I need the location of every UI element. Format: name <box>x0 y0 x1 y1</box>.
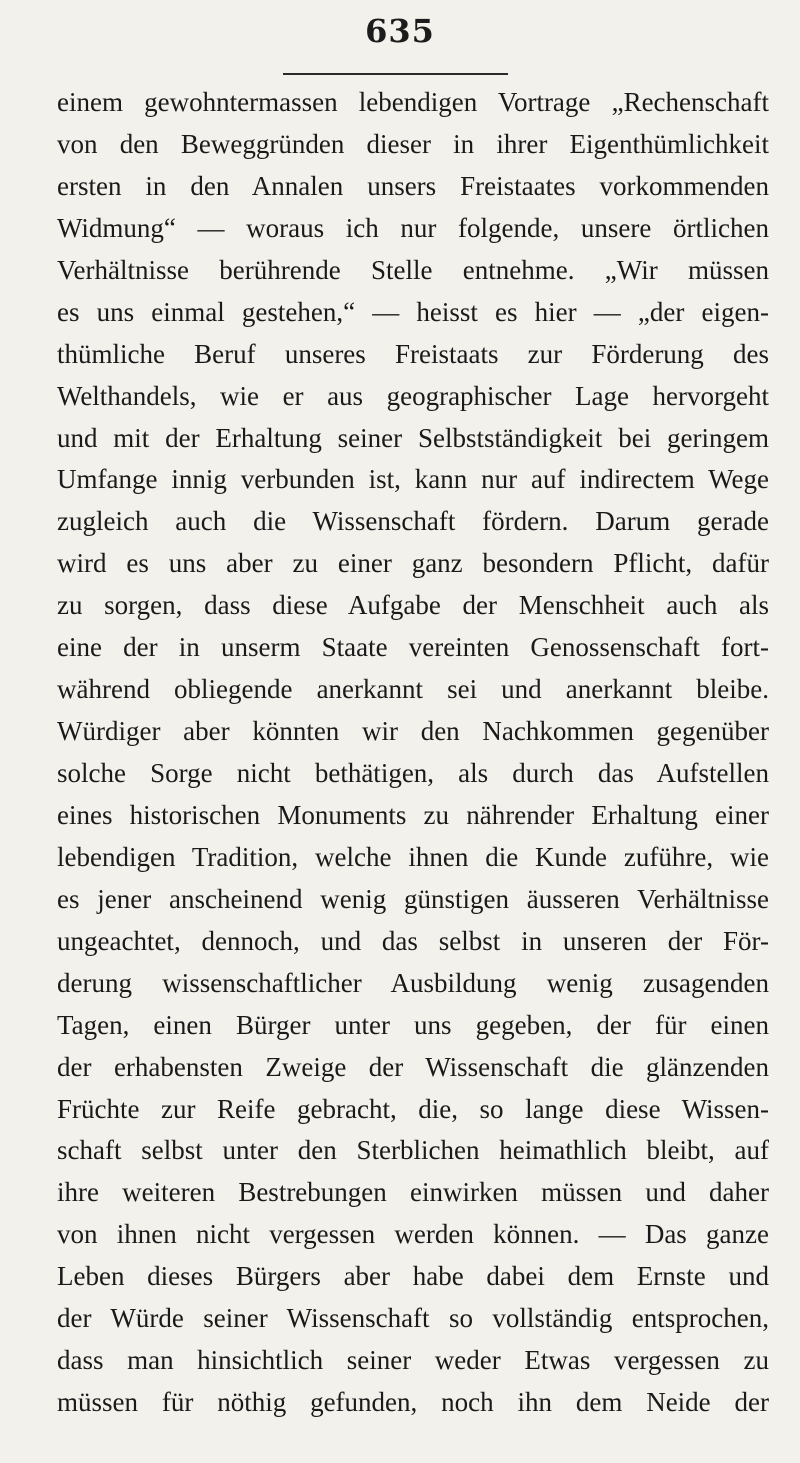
text-line: Welthandels, wie er aus geographischer Lage hervorgeht <box>57 380 769 411</box>
text-line: Tagen, einen Bürger unter uns gegeben, der für einen <box>57 1009 769 1040</box>
text-line: Widmung“ — woraus ich nur folgende, unsere örtlichen <box>57 212 769 243</box>
text-line: es jener anscheinend wenig günstigen äusseren Verhältnisse <box>57 883 769 914</box>
text-line: der erhabensten Zweige der Wissenschaft die glänzenden <box>57 1051 769 1082</box>
text-line: ihre weiteren Bestrebungen einwirken müssen und daher <box>57 1177 769 1208</box>
header-rule <box>283 73 508 75</box>
text-line: eines historischen Monuments zu nährender Erhaltung einer <box>57 799 769 830</box>
text-line: und mit der Erhaltung seiner Selbstständigkeit bei geringem <box>57 422 769 453</box>
text-line: zu sorgen, dass diese Aufgabe der Menschheit auch als <box>57 590 769 621</box>
text-line: Früchte zur Reife gebracht, die, so lange diese Wissen- <box>57 1093 769 1124</box>
text-line: dass man hinsichtlich seiner weder Etwas vergessen zu <box>57 1345 769 1376</box>
text-line: thümliche Beruf unseres Freistaats zur Förderung des <box>57 338 769 369</box>
text-line: Verhältnisse berührende Stelle entnehme. „Wir müssen <box>57 254 769 285</box>
text-line: ersten in den Annalen unsers Freistaates vorkommenden <box>57 170 769 201</box>
text-line: schaft selbst unter den Sterblichen heimathlich bleibt, auf <box>57 1135 769 1166</box>
text-line: eine der in unserm Staate vereinten Genossenschaft fort- <box>57 632 769 663</box>
text-line: zugleich auch die Wissenschaft fördern. Darum gerade <box>57 506 769 537</box>
text-line: müssen für nöthig gefunden, noch ihn dem Neide der <box>57 1387 769 1418</box>
text-line: ungeachtet, dennoch, und das selbst in unseren der För- <box>57 925 769 956</box>
text-line: Leben dieses Bürgers aber habe dabei dem Ernste und <box>57 1261 769 1292</box>
text-line: von ihnen nicht vergessen werden können. — Das ganze <box>57 1219 769 1250</box>
text-line: derung wissenschaftlicher Ausbildung wenig zusagenden <box>57 967 769 998</box>
page-number: 635 <box>365 12 435 50</box>
text-line: während obliegende anerkannt sei und anerkannt bleibe. <box>57 674 769 705</box>
text-line: Würdiger aber könnten wir den Nachkommen gegenüber <box>57 716 769 747</box>
text-line: wird es uns aber zu einer ganz besondern Pflicht, dafür <box>57 548 769 579</box>
text-line: von den Beweggründen dieser in ihrer Eigenthümlichkeit <box>57 128 769 159</box>
text-line: Umfange innig verbunden ist, kann nur auf indirectem Wege <box>57 464 769 495</box>
text-line: lebendigen Tradition, welche ihnen die Kunde zuführe, wie <box>57 841 769 872</box>
body-text <box>57 82 769 1424</box>
text-line: es uns einmal gestehen,“ — heisst es hier — „der eigen- <box>57 296 769 327</box>
text-line: einem gewohntermassen lebendigen Vortrage „Rechenschaft <box>57 87 769 117</box>
text-line: solche Sorge nicht bethätigen, als durch das Aufstellen <box>57 758 769 788</box>
text-line: der Würde seiner Wissenschaft so vollständig entsprochen, <box>57 1303 769 1334</box>
